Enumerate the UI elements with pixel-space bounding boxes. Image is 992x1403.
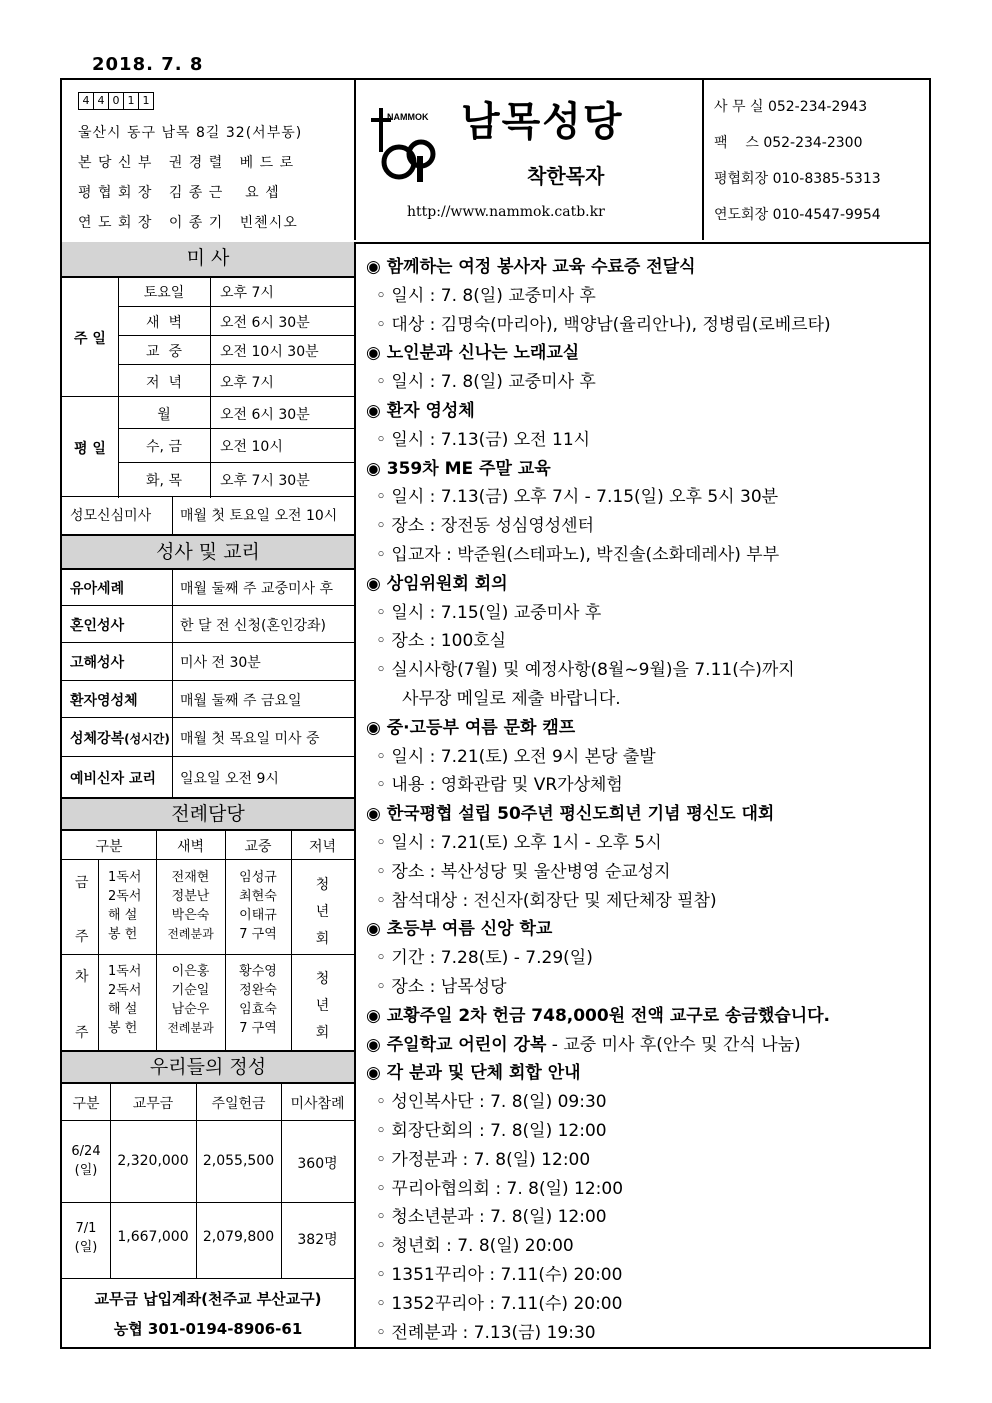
role: 2독서 (108, 983, 142, 998)
notice-heading: ◉ 중·고등부 여름 문화 캠프 (366, 717, 576, 738)
header-title-block (355, 80, 704, 240)
dawn-list (156, 962, 225, 1038)
offerings-heading: 우리들의 정성 (62, 1050, 354, 1084)
notice-heading: ◉ 함께하는 여정 봉사자 교육 수료증 전달식 (366, 257, 696, 277)
notice-detail: ◦ 일시 : 7. 8(일) 교중미사 후 (376, 285, 596, 306)
liturgy-heading: 전례담당 (62, 797, 354, 831)
notice-heading: ◉ 각 분과 및 단체 회합 안내 (366, 1063, 581, 1084)
header (62, 80, 929, 244)
offering-amount: 2,079,800 (202, 1229, 275, 1245)
sacrament-label-main: 성체강복 (70, 731, 125, 747)
notice-detail: ◦ 청년회 : 7. 8(일) 20:00 (376, 1236, 574, 1257)
notice-detail: ◦ 청소년분과 : 7. 8(일) 12:00 (376, 1207, 607, 1228)
role: 봉 헌 (108, 927, 138, 942)
postal-digit: 0 (108, 92, 124, 110)
offering-day-text: (일) (74, 1240, 98, 1255)
offering-dues: 1,667,000 (117, 1229, 189, 1245)
evening-list (291, 872, 354, 953)
offering-date-text: 7/1 (75, 1221, 97, 1236)
sacrament-value: 한 달 전 신청(혼인강좌) (180, 618, 326, 634)
staff-baptismal: 베 드 로 (239, 155, 295, 171)
contact-row (714, 168, 881, 188)
contact-label: 사 무 실 (714, 99, 764, 115)
minister: 임효숙 (239, 1002, 277, 1017)
contact-number: 052-234-2943 (767, 99, 868, 115)
main-list (225, 962, 291, 1038)
offering-dues: 2,320,000 (117, 1153, 189, 1169)
notice-heading: ◉ 초등부 여름 신앙 학교 (366, 919, 553, 940)
sacrament-label (70, 728, 170, 748)
offering-amount: 2,055,500 (202, 1153, 275, 1169)
minister: 정완숙 (239, 983, 277, 998)
notice-heading: ◉ 상임위원회 회의 (366, 573, 508, 594)
logo-text: NAMMOK (387, 112, 429, 122)
staff-name: 이 종 기 (168, 215, 224, 231)
role: 1독서 (108, 870, 142, 885)
website-link[interactable]: http://www.nammok.catb.kr (407, 204, 605, 220)
offering-day-text: (일) (74, 1163, 98, 1178)
mass-time: 오전 10시 30분 (220, 344, 319, 360)
offering-header: 미사참례 (290, 1096, 345, 1112)
evening-list (291, 966, 354, 1047)
notice-detail: ◦ 기간 : 7.28(토) - 7.29(일) (376, 948, 593, 969)
offering-date-text: 6/24 (71, 1144, 101, 1159)
sacrament-value: 매월 둘째 주 교중미사 후 (180, 581, 334, 597)
bulletin-frame (60, 78, 931, 1349)
contact-label: 팩 스 (714, 135, 759, 151)
mass-time: 오전 10시 (220, 439, 283, 455)
contact-row (714, 132, 863, 152)
offering-date (62, 1142, 110, 1180)
staff-role: 평 협 회 장 (78, 185, 153, 201)
staff-row (78, 212, 298, 232)
notice-detail: ◦ 장소 : 장전동 성심영성센터 (376, 516, 595, 537)
main-list (225, 868, 291, 944)
minister: 회 (315, 1025, 330, 1041)
mass-day: 수, 금 (146, 439, 182, 455)
notice-detail: ◦ 실시사항(7월) 및 예정사항(8월~9월)을 7.11(수)까지 (376, 660, 795, 681)
offering-attendance: 382명 (297, 1232, 338, 1248)
notice-detail: ◦ 일시 : 7. 8(일) 교중미사 후 (376, 372, 596, 393)
contact-number: 010-8385-5313 (772, 171, 881, 187)
notice-detail: ◦ 대상 : 김명숙(마리아), 백양남(율리안나), 정병림(로베르타) (376, 314, 831, 335)
sacrament-value: 미사 전 30분 (180, 655, 261, 671)
staff-baptismal: 빈첸시오 (239, 215, 298, 231)
minister: 7 구역 (239, 927, 277, 942)
minister: 이태규 (239, 908, 277, 923)
contact-number: 010-4547-9954 (772, 207, 881, 223)
notice-detail: ◦ 가정분과 : 7. 8(일) 12:00 (376, 1149, 591, 1170)
offering-header: 주일헌금 (211, 1096, 266, 1112)
notice-detail: ◦ 1351꾸리아 : 7.11(수) 20:00 (376, 1265, 623, 1285)
notice-detail: ◦ 장소 : 100호실 (376, 631, 507, 652)
sunday-label: 주 일 (74, 331, 106, 347)
liturgy-header: 구분 (95, 839, 123, 855)
notice-detail: ◦ 참석대상 : 전신자(회장단 및 제단체장 필참) (376, 890, 717, 911)
staff-baptismal: 요 셉 (245, 185, 280, 201)
parish-logo-icon (369, 100, 449, 200)
notice-detail: ◦ 일시 : 7.13(금) 오후 7시 - 7.15(일) 오후 5시 30분 (376, 487, 779, 508)
week-label: 주 (75, 929, 89, 945)
parish-subtitle: 착한목자 (527, 164, 605, 188)
liturgy-header: 교중 (244, 839, 272, 855)
role: 2독서 (108, 889, 142, 904)
mass-time: 오후 7시 (220, 285, 274, 301)
postal-digit: 4 (78, 92, 94, 110)
minister: 기순일 (171, 983, 210, 998)
minister: 년 (315, 998, 330, 1014)
sacrament-value: 매월 둘째 주 금요일 (180, 693, 302, 709)
mass-time: 오후 7시 (220, 375, 274, 391)
mass-day: 교 중 (146, 344, 182, 360)
notice-heading: ◉ 359차 ME 주말 교육 (366, 458, 551, 479)
notice-detail: ◦ 장소 : 복산성당 및 울산병영 순교성지 (376, 861, 671, 882)
week-label: 차 (75, 969, 89, 985)
minister: 박은숙 (171, 908, 210, 923)
notice-detail: ◦ 입교자 : 박준원(스테파노), 박진솔(소화데레사) 부부 (376, 545, 780, 565)
notice-detail: ◦ 성인복사단 : 7. 8(일) 09:30 (376, 1092, 607, 1113)
notice-detail: ◦ 일시 : 7.21(토) 오후 1시 - 오후 5시 (376, 833, 662, 853)
notice-heading: ◉ 환자 영성체 (366, 401, 475, 421)
minister: 전례분과 (167, 1021, 214, 1035)
staff-name: 김 종 근 (168, 185, 224, 201)
offering-header: 교무금 (132, 1096, 174, 1112)
minister: 전재현 (171, 870, 210, 885)
offering-date (62, 1219, 110, 1257)
minister: 청 (315, 877, 330, 893)
special-mass-time: 매월 첫 토요일 오전 10시 (180, 508, 338, 524)
left-column (62, 242, 356, 1349)
week-label: 금 (75, 875, 89, 891)
notice-detail: 사무장 메일로 제출 바랍니다. (402, 689, 621, 709)
postal-digit: 4 (93, 92, 109, 110)
minister: 7 구역 (239, 1021, 277, 1036)
staff-name: 권 경 렬 (168, 155, 224, 171)
mass-day: 화, 목 (146, 473, 182, 489)
mass-time: 오후 7시 30분 (220, 473, 310, 489)
minister: 회 (315, 931, 330, 947)
minister: 남순우 (171, 1002, 210, 1017)
notice-detail: ◦ 일시 : 7.13(금) 오전 11시 (376, 429, 591, 450)
minister: 청 (315, 971, 330, 987)
minister: 년 (315, 904, 330, 920)
notice-detail: ◦ 장소 : 남목성당 (376, 977, 507, 997)
week-label: 주 (75, 1025, 89, 1041)
notice-heading: ◉ 교황주일 2차 헌금 748,000원 전액 교구로 송금했습니다. (366, 1005, 830, 1026)
minister: 황수영 (239, 964, 277, 979)
minister: 임성규 (239, 870, 277, 885)
header-info (62, 80, 356, 240)
parish-title: 남목성당 (461, 99, 624, 145)
liturgy-header: 새벽 (176, 839, 205, 855)
sacrament-label: 환자영성체 (70, 693, 138, 709)
dawn-list (156, 868, 225, 944)
role: 해 설 (108, 1002, 138, 1017)
staff-row (78, 152, 294, 172)
notice-detail: ◦ 일시 : 7.21(토) 오전 9시 본당 출발 (376, 746, 656, 767)
postal-digit: 1 (138, 92, 154, 110)
mass-day: 월 (157, 407, 171, 423)
weekday-label: 평 일 (74, 441, 106, 457)
staff-row (78, 182, 280, 202)
notice-detail: ◦ 내용 : 영화관람 및 VR가상체험 (376, 775, 623, 796)
staff-role: 본 당 신 부 (78, 155, 153, 171)
notice-detail: ◦ 1352꾸리아 : 7.11(수) 20:00 (376, 1293, 623, 1314)
role-list (108, 868, 141, 944)
sacrament-label: 유아세례 (70, 581, 125, 597)
notice-heading-bold: ◉ 주일학교 어린이 강복 (366, 1034, 547, 1055)
minister: 최현숙 (239, 889, 277, 904)
account-title: 교무금 납입계좌(천주교 부산교구) (94, 1290, 322, 1308)
minister: 이은홍 (171, 964, 210, 979)
bulletin-date: 2018. 7. 8 (92, 54, 204, 75)
sacrament-label: 고해성사 (70, 655, 125, 671)
sacrament-value: 일요일 오전 9시 (180, 771, 279, 787)
address: 울산시 동구 남목 8길 32(서부동) (78, 125, 303, 141)
sacrament-label: 예비신자 교리 (70, 771, 157, 787)
contact-label: 평협회장 (714, 171, 769, 187)
sacraments-heading: 성사 및 교리 (62, 534, 354, 570)
notice-detail: ◦ 회장단회의 : 7. 8(일) 12:00 (376, 1121, 607, 1141)
notice-heading: ◉ 노인분과 신나는 노래교실 (366, 343, 580, 364)
offering-header: 구분 (72, 1096, 100, 1112)
role-list (108, 962, 141, 1038)
account-number: 농협 301-0194-8906-61 (113, 1320, 303, 1338)
mass-day: 새 벽 (146, 315, 182, 331)
role: 봉 헌 (108, 1021, 138, 1036)
contact-row (714, 204, 881, 224)
minister: 정분난 (171, 889, 210, 904)
sacrament-value: 매월 첫 목요일 미사 중 (180, 731, 320, 747)
mass-day: 토요일 (143, 285, 185, 301)
postal-digit: 1 (123, 92, 139, 110)
postal-code (78, 92, 153, 110)
mass-day: 저 녁 (146, 375, 182, 391)
contact-label: 연도회장 (714, 207, 769, 223)
staff-role: 연 도 회 장 (78, 215, 153, 231)
notice-detail: ◦ 일시 : 7.15(일) 교중미사 후 (376, 602, 602, 623)
notice-heading: ◉ 한국평협 설립 50주년 평신도희년 기념 평신도 대회 (366, 804, 775, 825)
offering-attendance: 360명 (297, 1156, 338, 1172)
sacrament-label-sub: (성시간) (124, 732, 170, 746)
liturgy-header: 저녁 (308, 839, 337, 855)
special-mass-label: 성모신심미사 (70, 508, 152, 524)
mass-heading: 미 사 (62, 242, 354, 278)
role: 해 설 (108, 908, 138, 923)
mass-time: 오전 6시 30분 (220, 315, 310, 331)
notice-heading (366, 1030, 801, 1055)
mass-time: 오전 6시 30분 (220, 407, 310, 423)
contacts (704, 80, 930, 240)
contact-row (714, 96, 867, 116)
notice-detail: ◦ 전례분과 : 7.13(금) 19:30 (376, 1322, 596, 1343)
minister: 전례분과 (167, 927, 214, 941)
notice-heading-rest: - 교중 미사 후(안수 및 간식 나눔) (546, 1034, 801, 1055)
role: 1독서 (108, 964, 142, 979)
contact-number: 052-234-2300 (763, 135, 863, 151)
notice-detail: ◦ 꾸리아협의회 : 7. 8(일) 12:00 (376, 1178, 624, 1199)
sacrament-label: 혼인성사 (70, 618, 125, 634)
